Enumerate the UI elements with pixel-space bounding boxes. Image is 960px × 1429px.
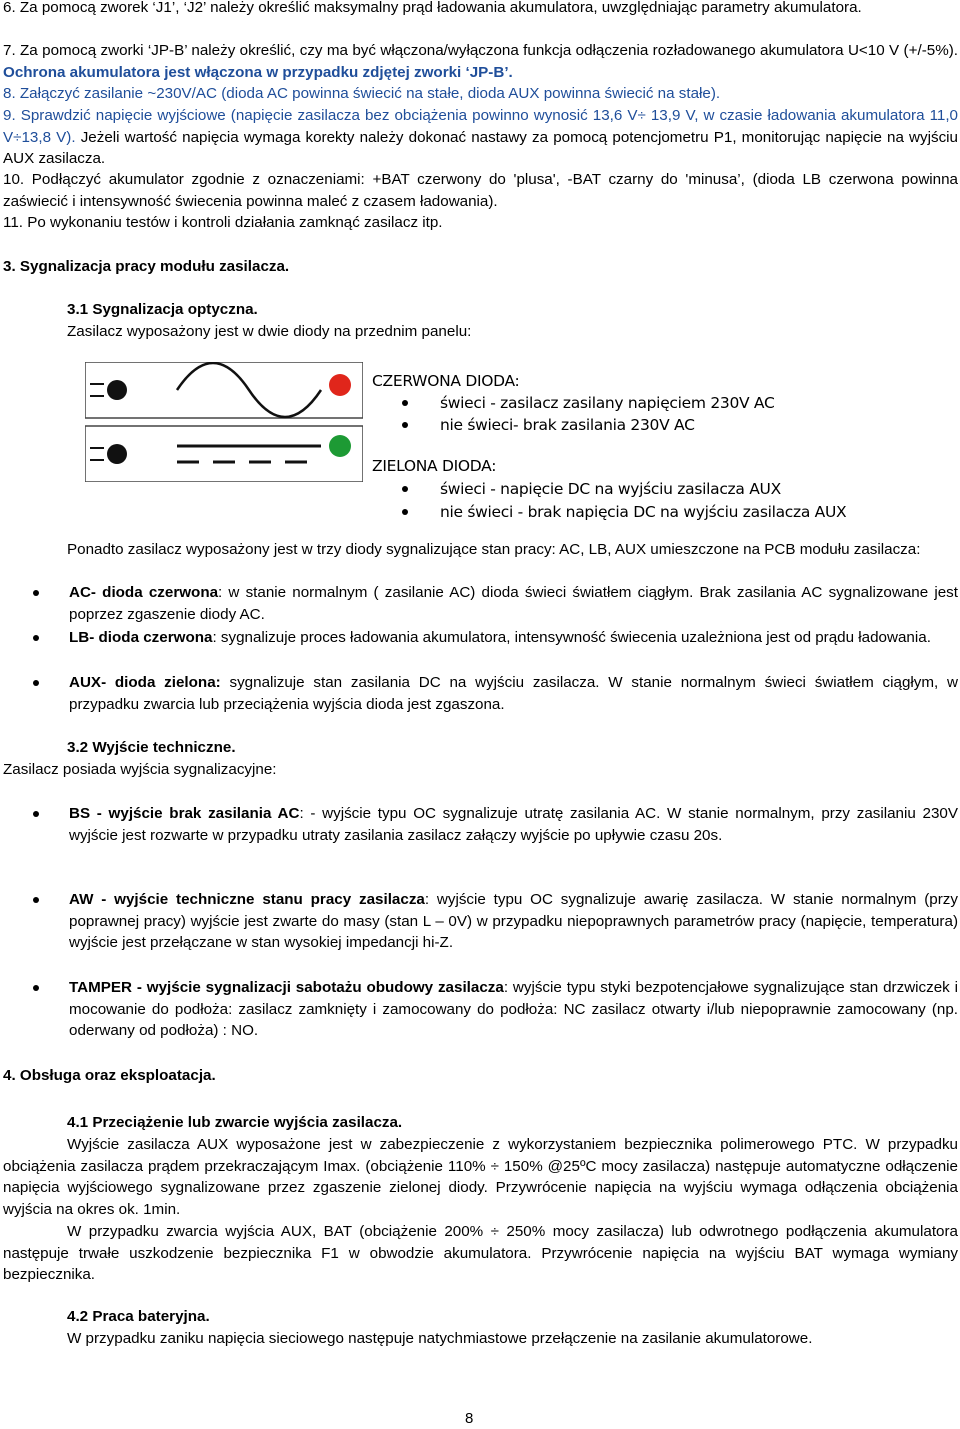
instruction-9: [3, 105, 958, 170]
bullet-icon: [402, 486, 408, 492]
bullet-icon: [402, 400, 408, 406]
instruction-6: 6. Za pomocą zworek ‘J1’, ‘J2’ należy określić maksymalny prąd ładowania akumulatora, uwzględniając parametry akumulatora.: [3, 0, 862, 16]
instruction-7-emphasis: Ochrona akumulatora jest włączona w przypadku zdjętej zworki ‘JP-B’.: [3, 63, 513, 81]
pcb-ac-item: AC- dioda czerwona: w stanie normalnym ( zasilanie AC) dioda świeci światłem ciągłym. Brak zasilania AC sygnalizowane jest poprzez zgaszenie diody AC.: [3, 582, 958, 625]
green-led-title: ZIELONA DIODA:: [372, 457, 497, 475]
bullet-icon: [402, 509, 408, 515]
bullet-icon: [33, 590, 39, 596]
section-4-2-paragraph: W przypadku zaniku napięcia sieciowego następuje natychmiastowe przełączenie na zasilanie akumulatorowe.: [67, 1330, 813, 1347]
section-4-1-paragraph-1: Wyjście zasilacza AUX wyposażone jest w zabezpieczenie z wykorzystaniem bezpiecznika polimerowego PTC. W przypadku obciążenia zasilacza prądem przekraczającym Imax. (obciążenie 110% ÷ 150% @25ºC mocy zasilacza) następuje automatyczne odłączenie napięcia wyjściowego sygnalizowane przez zgaszenie zielonej diody. Przywrócenie napięcia na wyjściu wymaga odłączenia obciążenia wyjścia na okres ok. 1min.: [3, 1136, 958, 1218]
instruction-7: [3, 40, 958, 83]
bullet-icon: [33, 635, 39, 641]
bullet-icon: [33, 680, 39, 686]
bullet-icon: [402, 422, 408, 428]
green-led-item: nie świeci - brak napięcia DC na wyjściu zasilacza AUX: [402, 502, 846, 522]
output-aw-item: AW - wyjście techniczne stanu pracy zasilacza: wyjście typu OC sygnalizuje awarię zasilacza. W stanie normalnym (przy poprawnej pracy) wyjście jest zwarte do masy (stan L – 0V) w przypadku niepoprawnych parametrów pracy (napięcie, temperatura) wyjście jest przełączane w stan wysokiej impedancji hi-Z.: [3, 889, 958, 954]
power-dot-icon: [107, 380, 127, 400]
section-4-heading: 4. Obsługa oraz eksploatacja.: [3, 1067, 216, 1084]
green-led-icon: [329, 435, 351, 457]
pcb-lb-item: LB- dioda czerwona: sygnalizuje proces ładowania akumulatora, intensywność świecenia uzależniona jest od prądu ładowania.: [3, 627, 958, 649]
pcb-aux-item: AUX- dioda zielona: sygnalizuje stan zasilania DC na wyjściu zasilacza. W stanie normalnym świeci światłem ciągłym, w przypadku zwarcia lub przeciążenia wyjścia dioda jest zgaszona.: [3, 672, 958, 715]
red-led-icon: [329, 374, 351, 396]
instruction-11: 11. Po wykonaniu testów i kontroli działania zamknąć zasilacz itp.: [3, 214, 443, 231]
green-led-item: świeci - napięcie DC na wyjściu zasilacza AUX: [402, 479, 781, 499]
output-bs-item: BS - wyjście brak zasilania AC: - wyjście typu OC sygnalizuje utratę zasilania AC. W stanie normalnym, przy zasilaniu 230V wyjście jest rozwarte w przypadku utraty zasilania zasilacz załączy wyjście po upływie czasu 20s.: [3, 803, 958, 846]
pcb-intro: Ponadto zasilacz wyposażony jest w trzy diody sygnalizujące stan pracy: AC, LB, AUX umieszczone na PCB modułu zasilacza:: [67, 541, 921, 558]
instruction-7-text: 7. Za pomocą zworki ‘JP-B’ należy określić, czy ma być włączona/wyłączona funkcja odłączenia rozładowanego akumulatora U<10 V (+/-5%).: [3, 42, 958, 59]
section-3-heading: 3. Sygnalizacja pracy modułu zasilacza.: [3, 258, 290, 275]
red-led-item: świeci - zasilacz zasilany napięciem 230V AC: [402, 393, 774, 413]
dc-plug-prongs-icon: [90, 448, 104, 460]
section-3-2-heading: 3.2 Wyjście techniczne.: [67, 739, 236, 756]
section-4-1-paragraph-2: W przypadku zwarcia wyjścia AUX, BAT (obciążenie 200% ÷ 250% mocy zasilacza) lub odwrotnego podłączenia akumulatora następuje trwałe uszkodzenie bezpiecznika F1 w obwodzie akumulatora. Przywrócenie napięcia na wyjściu BAT wymaga wymiany bezpiecznika.: [3, 1223, 958, 1283]
bullet-icon: [33, 897, 39, 903]
sine-wave-icon: [177, 363, 321, 417]
section-4-2-heading: 4.2 Praca bateryjna.: [67, 1308, 210, 1325]
page-number: 8: [465, 1410, 474, 1427]
front-panel-svg: [85, 362, 363, 482]
red-led-item: nie świeci- brak zasilania 230V AC: [402, 415, 695, 435]
front-panel-illustration: [85, 362, 363, 482]
bullet-icon: [33, 811, 39, 817]
red-led-title: CZERWONA DIODA:: [372, 372, 520, 390]
plug-prongs-icon: [90, 384, 104, 396]
instruction-8: 8. Załączyć zasilanie ~230V/AC (dioda AC powinna świecić na stałe, dioda AUX powinna świecić na stałe).: [3, 85, 721, 102]
section-3-1-intro: Zasilacz wyposażony jest w dwie diody na przednim panelu:: [67, 323, 472, 340]
dc-dot-icon: [107, 444, 127, 464]
instruction-10: 10. Podłączyć akumulator zgodnie z oznaczeniami: +BAT czerwony do 'plusa', -BAT czarny do 'minusa’, (dioda LB czerwona powinna zaświecić i intensywność świecenia powinna maleć z czasem ładowania).: [3, 171, 958, 210]
bullet-icon: [33, 985, 39, 991]
instruction-9-note: Jeżeli wartość napięcia wymaga korekty należy dokonać nastawy za pomocą potencjometru P1, monitorując napięcie na wyjściu AUX zasilacza.: [3, 128, 958, 167]
output-tamper-item: TAMPER - wyjście sygnalizacji sabotażu obudowy zasilacza: wyjście typu styki bezpotencjałowe sygnalizujące stan drzwiczek i mocowanie do podłoża: zasilacz zamknięty i zamocowany do podłoża: NC zasilacz otwarty i/lub niepoprawnie zamocowany (np. oderwany od podłoża) : NO.: [3, 977, 958, 1042]
instruction-9-text: 9. Sprawdzić napięcie wyjściowe (napięcie zasilacza bez obciążenia powinno wynosić 13,6 V÷ 13,9 V, w czasie ładowania akumulatora 11,0 V÷13,8 V).: [3, 107, 958, 146]
section-4-1-heading: 4.1 Przeciążenie lub zwarcie wyjścia zasilacza.: [67, 1114, 403, 1131]
section-3-2-intro: Zasilacz posiada wyjścia sygnalizacyjne:: [3, 761, 277, 778]
section-3-1-heading: 3.1 Sygnalizacja optyczna.: [67, 301, 258, 318]
